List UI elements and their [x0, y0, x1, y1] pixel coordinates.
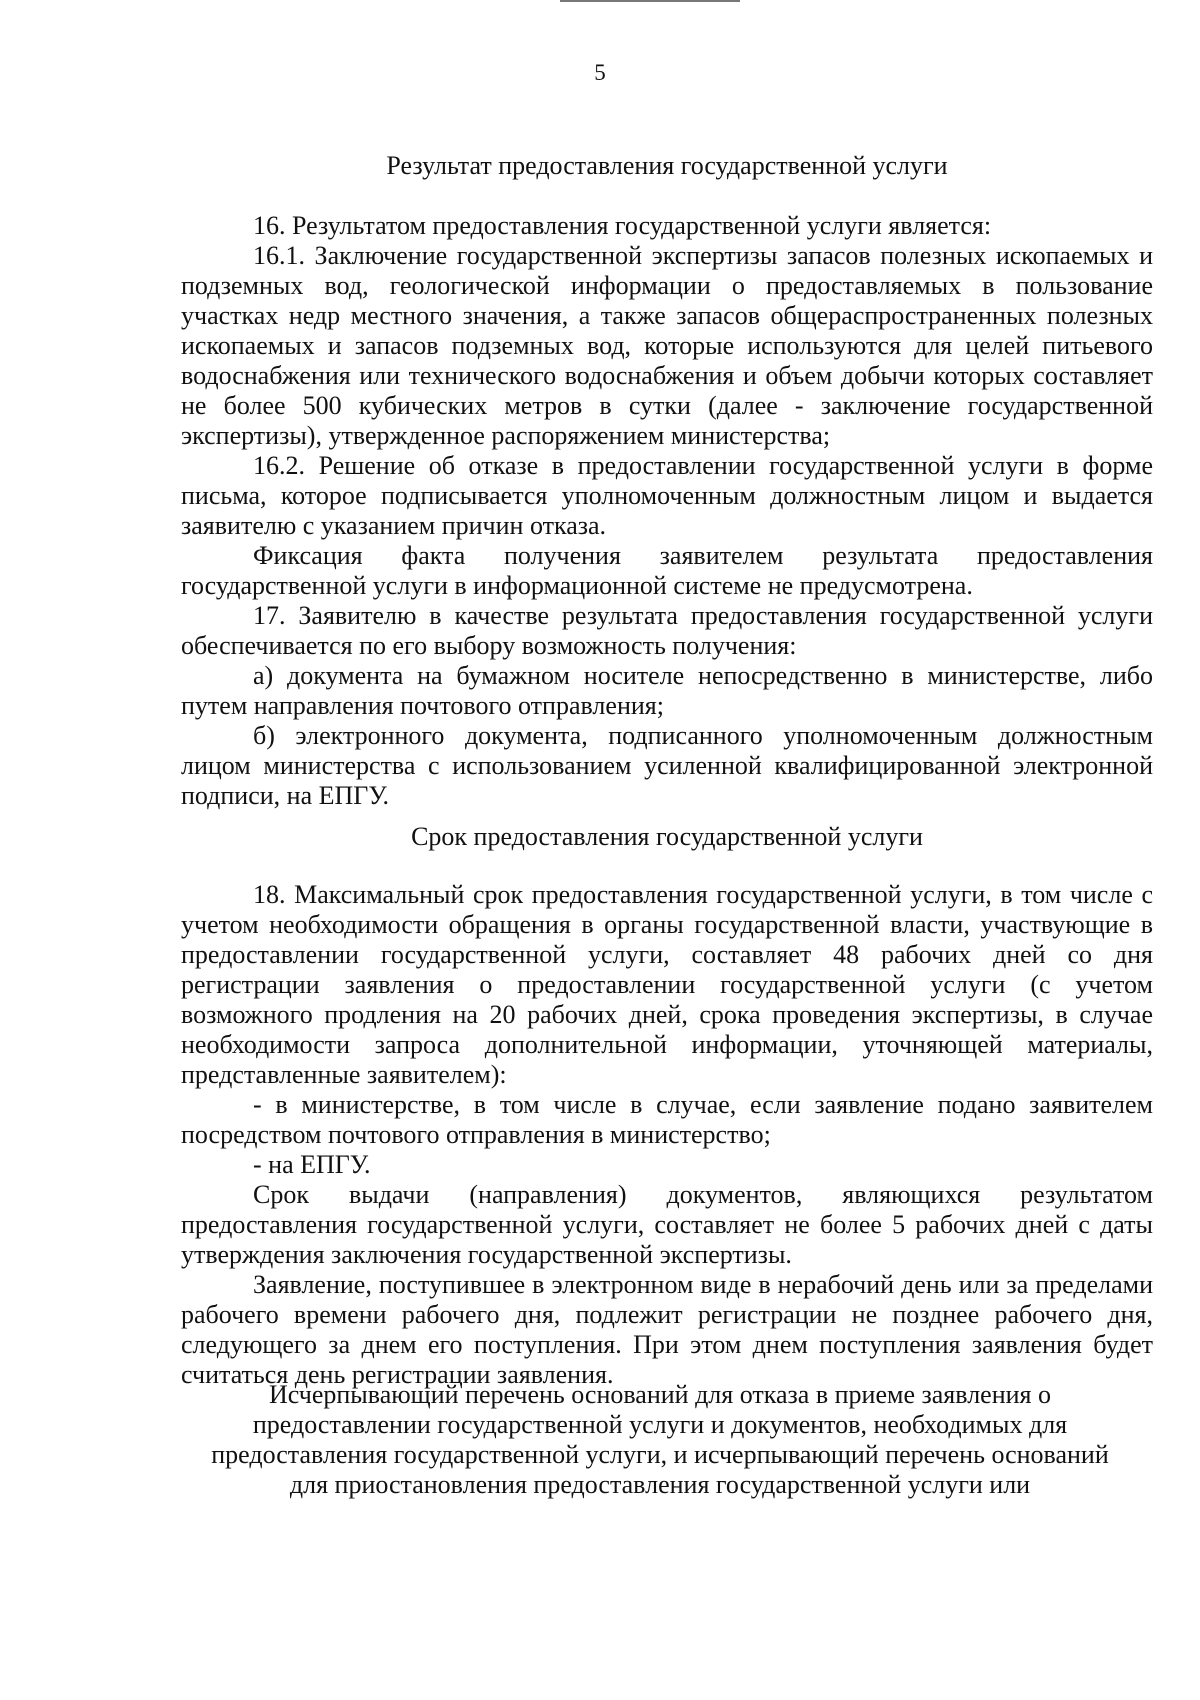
paragraph-18: 18. Максимальный срок предоставления государственной услуги, в том числе с учетом необходимости обращения в органы государственной власти, участвующие в предоставлении государственной услуги, составляет 48 рабочих дней со дня регистрации заявления о предоставлении государственной услуги (с учетом возможного продления на 20 рабочих дней, срока проведения экспертизы, в случае необходимости запроса дополнительной информации, уточняющей материалы, представленные заявителем):: [181, 880, 1153, 1089]
section-heading-refusal-grounds: Исчерпывающий перечень оснований для отказа в приеме заявления о предоставлении государственной услуги и документов, необходимых для предоставления государственной услуги, и исчерпывающий перечень оснований для приостановления предоставления государственной услуги или: [211, 1380, 1109, 1499]
section-body-result: [181, 211, 1153, 811]
paragraph-16-1: 16.1. Заключение государственной экспертизы запасов полезных ископаемых и подземных вод, геологической информации о предоставляемых в пользование участках недр местного значения, а также запасов общераспространенных полезных ископаемых и запасов подземных вод, которые используются для целей питьевого водоснабжения или технического водоснабжения и объем добычи которых составляет не более 500 кубических метров в сутки (далее - заключение государственной экспертизы), утвержденное распоряжением министерства;: [181, 241, 1153, 450]
paragraph-17-b: б) электронного документа, подписанного уполномоченным должностным лицом министерства с использованием усиленной квалифицированной электронной подписи, на ЕПГУ.: [181, 721, 1153, 810]
paragraph-16-2: 16.2. Решение об отказе в предоставлении государственной услуги в форме письма, которое подписывается уполномоченным должностным лицом и выдается заявителю с указанием причин отказа.: [181, 451, 1153, 540]
section-body-term: [181, 880, 1153, 1390]
paragraph-18-epgu: - на ЕПГУ.: [253, 1150, 371, 1179]
section-heading-term: Срок предоставления государственной услуги: [411, 822, 923, 851]
section-heading-result: Результат предоставления государственной услуги: [386, 151, 948, 180]
paragraph-16: 16. Результатом предоставления государственной услуги является:: [253, 211, 992, 240]
paragraph-issue-term: Срок выдачи (направления) документов, являющихся результатом предоставления государственной услуги, составляет не более 5 рабочих дней с даты утверждения заключения государственной экспертизы.: [181, 1180, 1153, 1269]
paragraph-18-ministry: - в министерстве, в том числе в случае, если заявление подано заявителем посредством почтового отправления в министерство;: [181, 1090, 1153, 1149]
scan-edge-mark: [560, 0, 740, 2]
paragraph-electronic-application: Заявление, поступившее в электронном виде в нерабочий день или за пределами рабочего времени рабочего дня, подлежит регистрации не позднее рабочего дня, следующего за днем его поступления. При этом днем поступления заявления будет считаться день регистрации заявления.: [181, 1270, 1153, 1389]
page-number: 5: [594, 60, 606, 85]
paragraph-fixation: Фиксация факта получения заявителем результата предоставления государственной услуги в информационной системе не предусмотрена.: [181, 541, 1153, 600]
paragraph-17-a: а) документа на бумажном носителе непосредственно в министерстве, либо путем направления почтового отправления;: [181, 661, 1153, 720]
paragraph-17: 17. Заявителю в качестве результата предоставления государственной услуги обеспечивается по его выбору возможность получения:: [181, 601, 1153, 660]
